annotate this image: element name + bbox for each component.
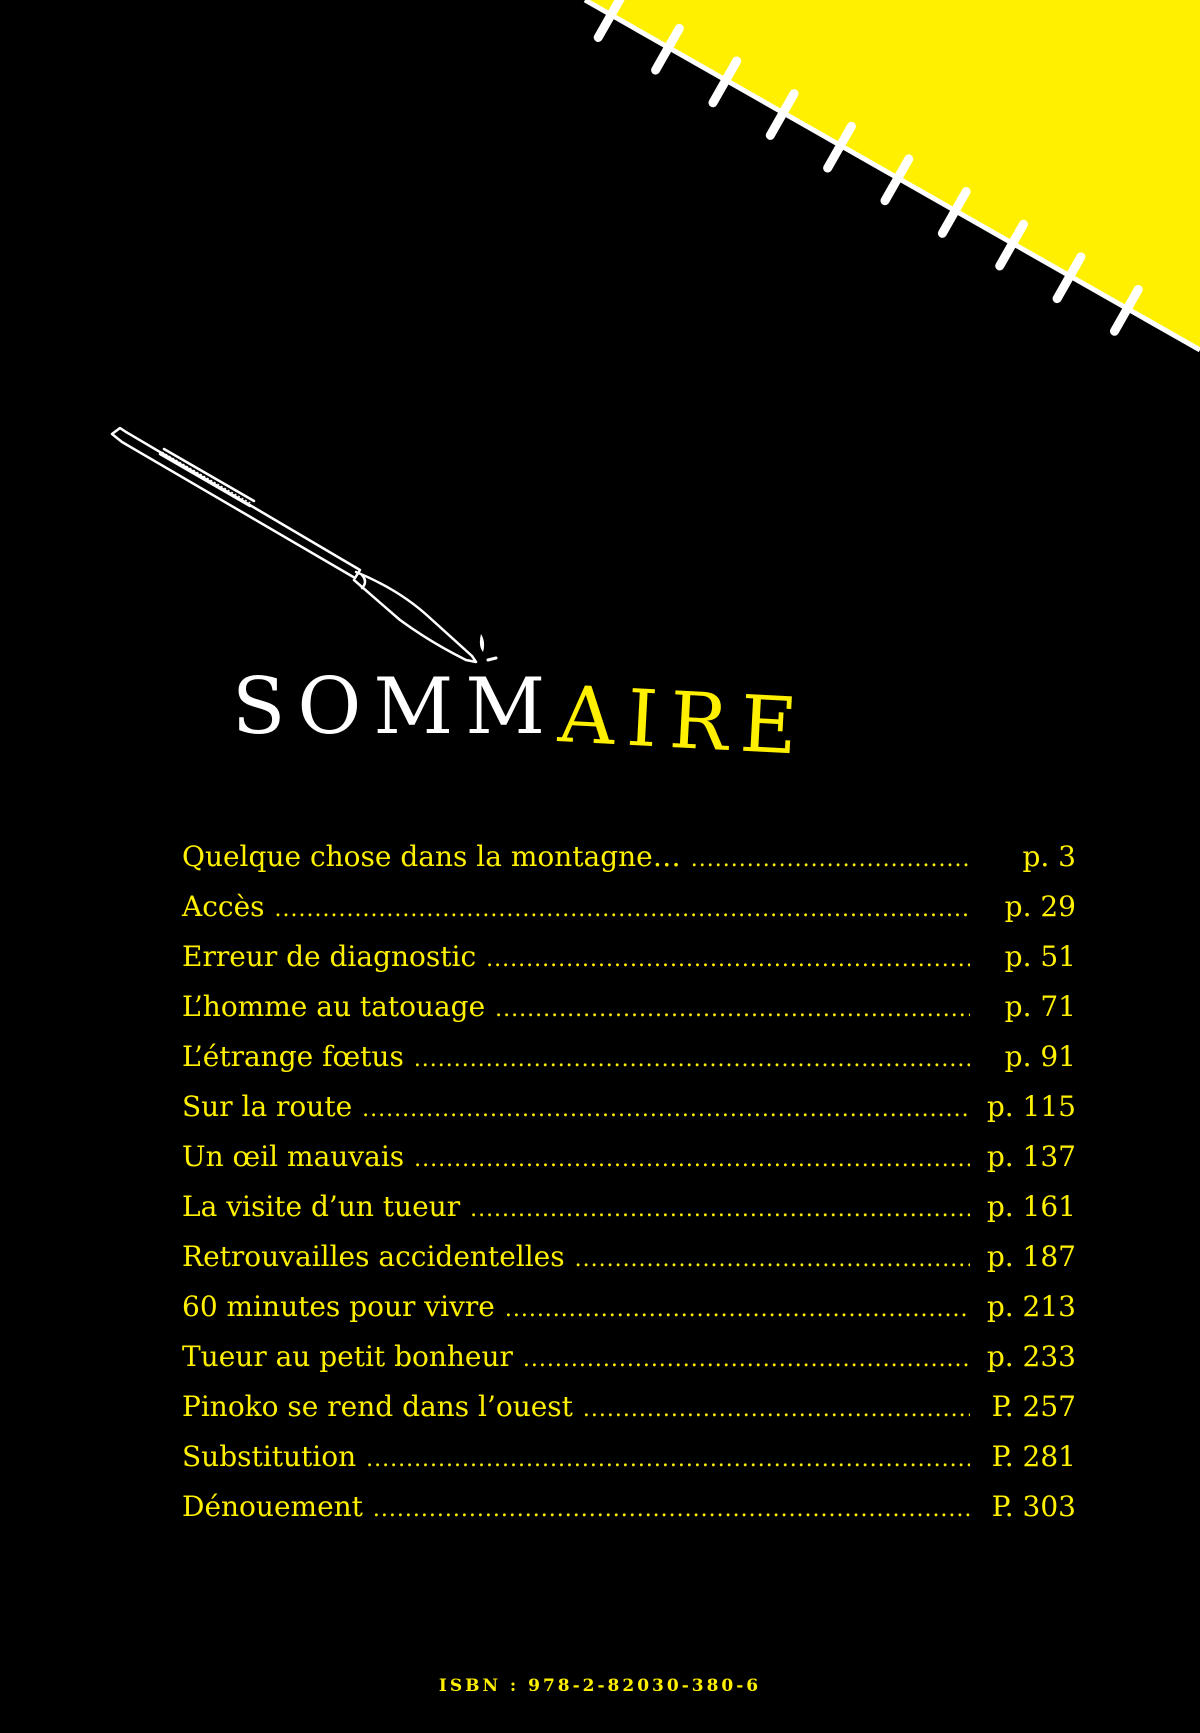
toc-entry-title: Tueur au petit bonheur bbox=[182, 1340, 513, 1373]
toc-entry bbox=[182, 1290, 1076, 1340]
toc-entry bbox=[182, 1440, 1076, 1490]
isbn-text: ISBN : 978-2-82030-380-6 bbox=[438, 1676, 762, 1696]
toc-entry-page: p. 3 bbox=[1022, 840, 1076, 873]
toc-entry-page: p. 91 bbox=[1004, 1040, 1076, 1073]
toc-entry-title: Dénouement bbox=[182, 1490, 363, 1523]
toc-entry-page: p. 71 bbox=[1004, 990, 1076, 1023]
toc-entry bbox=[182, 1340, 1076, 1390]
toc-entry-page: p. 51 bbox=[1004, 940, 1076, 973]
toc-entry-title: 60 minutes pour vivre bbox=[182, 1290, 495, 1323]
toc-entry bbox=[182, 1090, 1076, 1140]
toc-dot-leader bbox=[523, 1347, 970, 1372]
toc-entry-page: p. 161 bbox=[986, 1190, 1076, 1223]
toc-dot-leader bbox=[575, 1247, 970, 1272]
toc-dot-leader bbox=[505, 1297, 970, 1322]
toc-dot-leader bbox=[362, 1097, 970, 1122]
toc-entry-title: L’étrange fœtus bbox=[182, 1040, 404, 1073]
toc-entry bbox=[182, 990, 1076, 1040]
toc-dot-leader bbox=[470, 1197, 970, 1222]
toc-entry bbox=[182, 1140, 1076, 1190]
toc-dot-leader bbox=[275, 897, 970, 922]
toc-entry-page: P. 281 bbox=[991, 1440, 1076, 1473]
toc-entry bbox=[182, 940, 1076, 990]
toc-dot-leader bbox=[414, 1047, 970, 1072]
toc-entry-page: p. 29 bbox=[1004, 890, 1076, 923]
toc-dot-leader bbox=[366, 1447, 970, 1472]
toc-entry-page: p. 187 bbox=[986, 1240, 1076, 1273]
toc-dot-leader bbox=[495, 997, 970, 1022]
toc-entry bbox=[182, 1040, 1076, 1090]
toc-entry bbox=[182, 1240, 1076, 1290]
title-white-part: SOMM bbox=[232, 662, 558, 752]
toc-entry-title: L’homme au tatouage bbox=[182, 990, 486, 1023]
toc-entry bbox=[182, 1390, 1076, 1440]
toc-entry bbox=[182, 1190, 1076, 1240]
toc-dot-leader bbox=[414, 1147, 970, 1172]
toc-entry-page: p. 213 bbox=[986, 1290, 1076, 1323]
toc-entry bbox=[182, 890, 1076, 940]
toc-entry-title: Erreur de diagnostic bbox=[182, 940, 477, 973]
page-title bbox=[232, 662, 812, 774]
toc-entry-title: Retrouvailles accidentelles bbox=[182, 1240, 565, 1273]
table-of-contents bbox=[182, 840, 1076, 1540]
toc-entry bbox=[182, 1490, 1076, 1540]
toc-entry-title: Pinoko se rend dans l’ouest bbox=[182, 1390, 573, 1423]
toc-entry-page: p. 115 bbox=[986, 1090, 1076, 1123]
title-yellow-part: AIRE bbox=[556, 670, 812, 774]
toc-entry-page: p. 233 bbox=[986, 1340, 1076, 1373]
toc-entry-title: La visite d’un tueur bbox=[182, 1190, 461, 1223]
toc-dot-leader bbox=[583, 1397, 970, 1422]
scalpel-icon bbox=[100, 420, 520, 690]
toc-entry-title: Sur la route bbox=[182, 1090, 353, 1123]
toc-entry-title: Accès bbox=[182, 890, 265, 923]
toc-entry-page: P. 303 bbox=[991, 1490, 1076, 1523]
toc-dot-leader bbox=[691, 847, 970, 872]
toc-entry-page: P. 257 bbox=[991, 1390, 1076, 1423]
toc-entry-title: Substitution bbox=[182, 1440, 357, 1473]
toc-entry bbox=[182, 840, 1076, 890]
toc-entry-title: Quelque chose dans la montagne… bbox=[182, 840, 681, 873]
toc-entry-title: Un œil mauvais bbox=[182, 1140, 405, 1173]
stitched-yellow-corner bbox=[0, 0, 1200, 380]
toc-dot-leader bbox=[486, 947, 970, 972]
toc-entry-page: p. 137 bbox=[986, 1140, 1076, 1173]
toc-dot-leader bbox=[373, 1497, 970, 1522]
